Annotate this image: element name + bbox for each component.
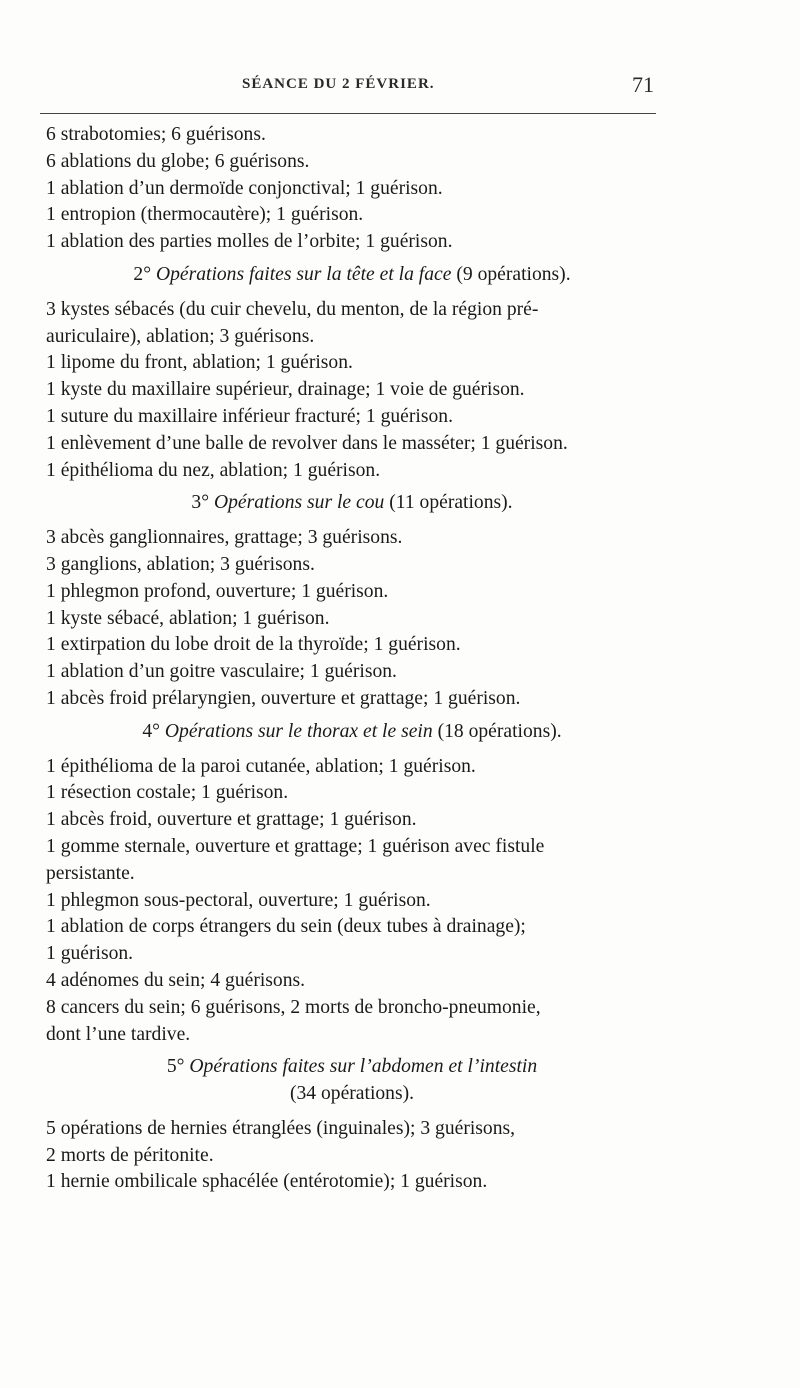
list-item-continuation: persistante. — [46, 862, 135, 884]
page-number: 71 — [632, 72, 654, 97]
section-heading-4 — [46, 719, 658, 746]
list-item: 1 entropion (thermocautère); 1 guérison. — [46, 204, 364, 226]
list-item: 3 ganglions, ablation; 3 guérisons. — [46, 553, 315, 575]
list-item: 1 kyste du maxillaire supérieur, drainage; 1 voie de guérison. — [46, 379, 525, 401]
block-ophthalmic-operations — [46, 122, 658, 256]
list-item: 3 abcès ganglionnaires, grattage; 3 guérisons. — [46, 527, 403, 549]
section-number: 5° — [166, 1056, 185, 1078]
section-heading-5 — [46, 1054, 658, 1108]
section-list-5 — [46, 1116, 658, 1196]
list-item — [46, 995, 658, 1049]
section-count: (34 opérations). — [289, 1083, 415, 1105]
section-list-2 — [46, 297, 658, 485]
list-item: 1 résection costale; 1 guérison. — [46, 782, 289, 804]
list-item: 4 adénomes du sein; 4 guérisons. — [46, 969, 306, 991]
section-count: (18 opérations). — [437, 720, 562, 742]
list-item-continuation: 1 guérison. — [46, 943, 134, 965]
section-list-4 — [46, 754, 658, 1049]
list-item: 1 ablation des parties molles de l’orbite; 1 guérison. — [46, 231, 453, 253]
list-item: 1 hernie ombilicale sphacélée (entérotomie); 1 guérison. — [46, 1171, 488, 1193]
section-count: (9 opérations). — [456, 263, 571, 285]
list-item-text: 3 kystes sébacés (du cuir chevelu, du menton, de la région pré- — [46, 298, 539, 320]
list-item — [46, 914, 658, 968]
list-item: 1 lipome du front, ablation; 1 guérison. — [46, 352, 353, 374]
list-item: 1 ablation d’un goitre vasculaire; 1 guérison. — [46, 661, 397, 683]
list-item — [46, 834, 658, 888]
section-title: Opérations faites sur l’abdomen et l’intestin — [189, 1056, 538, 1078]
running-header — [46, 72, 656, 102]
list-item-text: 5 opérations de hernies étranglées (inguinales); 3 guérisons, — [46, 1117, 516, 1139]
header-rule — [40, 113, 656, 114]
document-body — [46, 122, 658, 1196]
running-title: SÉANCE DU 2 FÉVRIER. — [242, 76, 435, 92]
list-item: 1 épithélioma du nez, ablation; 1 guérison. — [46, 459, 381, 481]
list-item-text: 1 ablation de corps étrangers du sein (deux tubes à drainage); — [46, 916, 526, 938]
section-title: Opérations sur le thorax et le sein — [164, 720, 433, 742]
section-count: (11 opérations). — [389, 492, 513, 514]
section-heading-3 — [46, 490, 658, 517]
list-item: 1 suture du maxillaire inférieur fracturé; 1 guérison. — [46, 405, 453, 427]
list-item: 1 phlegmon profond, ouverture; 1 guérison. — [46, 580, 389, 602]
list-item-text: 8 cancers du sein; 6 guérisons, 2 morts de broncho-pneumonie, — [46, 996, 541, 1018]
list-item — [46, 297, 658, 351]
list-item-text: 1 gomme sternale, ouverture et grattage; 1 guérison avec fistule — [46, 835, 545, 857]
list-item: 1 kyste sébacé, ablation; 1 guérison. — [46, 607, 330, 629]
section-heading-2 — [46, 262, 658, 289]
section-list-3 — [46, 525, 658, 713]
list-item: 1 enlèvement d’une balle de revolver dans le masséter; 1 guérison. — [46, 432, 568, 454]
list-item: 6 strabotomies; 6 guérisons. — [46, 124, 266, 145]
list-item: 1 extirpation du lobe droit de la thyroïde; 1 guérison. — [46, 634, 461, 656]
list-item: 1 abcès froid, ouverture et grattage; 1 guérison. — [46, 809, 417, 831]
list-item: 1 épithélioma de la paroi cutanée, ablation; 1 guérison. — [46, 755, 476, 777]
section-number: 2° — [133, 263, 152, 285]
section-title: Opérations sur le cou — [213, 492, 385, 514]
list-item-continuation: dont l’une tardive. — [46, 1023, 191, 1045]
list-item: 6 ablations du globe; 6 guérisons. — [46, 150, 310, 172]
section-title: Opérations faites sur la tête et la face — [155, 263, 452, 285]
list-item: 1 abcès froid prélaryngien, ouverture et grattage; 1 guérison. — [46, 687, 521, 709]
list-item: 1 phlegmon sous-pectoral, ouverture; 1 guérison. — [46, 889, 431, 911]
list-item: 1 ablation d’un dermoïde conjonctival; 1 guérison. — [46, 177, 443, 199]
section-number: 3° — [191, 492, 210, 514]
section-number: 4° — [142, 720, 160, 742]
list-item-continuation: auriculaire), ablation; 3 guérisons. — [46, 325, 315, 347]
list-item — [46, 1116, 658, 1170]
list-item-continuation: 2 morts de péritonite. — [46, 1144, 214, 1166]
